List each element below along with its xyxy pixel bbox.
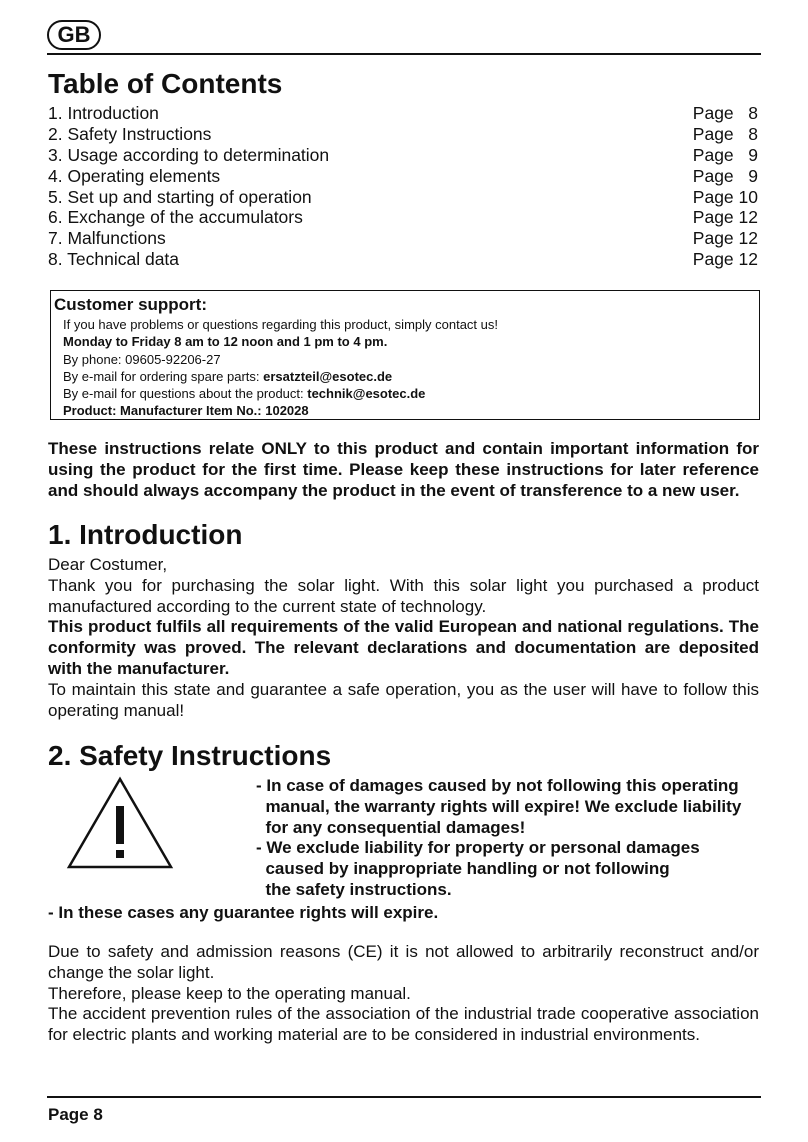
greeting: Dear Costumer, — [48, 555, 168, 574]
toc-entry-page: Page 12 — [692, 249, 758, 270]
section-2-title: 2. Safety Instructions — [48, 740, 332, 771]
toc-entry-page: Page 9 — [692, 165, 758, 186]
table-of-contents — [48, 103, 758, 270]
safety-paragraph-2: Therefore, please keep to the operating manual. — [48, 983, 411, 1003]
parts-email-link[interactable]: ersatzteil@esotec.de — [263, 368, 393, 384]
warning-triangle-icon — [66, 776, 174, 870]
intro-paragraph-3: To maintain this state and guarantee a safe operation, you as the user will have to follow this operating manual! — [48, 679, 759, 720]
toc-entry-label: 4. Operating elements — [48, 165, 221, 186]
warning-line: for any consequential damages! — [256, 817, 526, 837]
safety-paragraph-1: Due to safety and admission reasons (CE) it is not allowed to arbitrarily reconstruct and/or change the solar light. — [48, 942, 759, 982]
toc-entry[interactable] — [48, 207, 758, 228]
toc-entry[interactable] — [48, 249, 758, 270]
toc-entry-page: Page 10 — [692, 186, 758, 207]
support-title: Customer support: — [54, 295, 207, 314]
support-intro: If you have problems or questions regarding this product, simply contact us! — [63, 317, 498, 332]
toc-entry-page: Page 9 — [692, 144, 758, 165]
warning-line: caused by inappropriate handling or not following — [256, 859, 670, 879]
warning-line: the safety instructions. — [256, 879, 452, 899]
parts-email-label: By e-mail for ordering spare parts: — [63, 368, 264, 384]
page-number: Page 8 — [48, 1105, 103, 1124]
safety-warnings — [256, 776, 766, 901]
support-questions-email-line — [63, 385, 498, 402]
toc-entry-page: Page 8 — [692, 103, 758, 123]
toc-entry-page: Page 12 — [692, 228, 758, 249]
support-hours: Monday to Friday 8 am to 12 noon and 1 pm to 4 pm. — [63, 334, 388, 350]
instructions-note: These instructions relate ONLY to this product and contain important information for using the product for the first time. Please keep these instructions for later reference and should always accompany the product in the event of transference to a new user. — [48, 439, 759, 500]
toc-entry[interactable] — [48, 103, 758, 124]
intro-paragraph-2: This product fulfils all requirements of the valid European and national regulations. The conformity was proved. The relevant declarations and documentation are deposited with the manufacturer. — [48, 617, 759, 678]
toc-title: Table of Contents — [48, 68, 283, 99]
toc-entry-page: Page 12 — [692, 207, 758, 228]
toc-entry-label: 6. Exchange of the accumulators — [48, 207, 303, 228]
toc-entry[interactable] — [48, 124, 758, 145]
safety-paragraph-3: The accident prevention rules of the association of the industrial trade cooperative association for electric plants and working material are to be considered in industrial environments. — [48, 1004, 759, 1045]
toc-entry[interactable] — [48, 166, 758, 187]
toc-entry-label: 1. Introduction — [48, 103, 159, 123]
bottom-divider — [47, 1096, 761, 1098]
support-details — [63, 316, 498, 420]
questions-email-label: By e-mail for questions about the product: — [63, 386, 308, 402]
toc-entry[interactable] — [48, 228, 758, 249]
support-item-number: Product: Manufacturer Item No.: 102028 — [63, 403, 309, 419]
support-parts-email-line — [63, 368, 498, 385]
top-divider — [47, 53, 761, 55]
warning-line: - We exclude liability for property or personal damages — [256, 838, 700, 858]
questions-email-link[interactable]: technik@esotec.de — [307, 386, 426, 402]
language-badge: GB — [47, 20, 101, 50]
toc-entry-page: Page 8 — [692, 123, 758, 144]
section-2-body — [48, 942, 759, 1046]
toc-entry-label: 7. Malfunctions — [48, 228, 166, 249]
guarantee-note: - In these cases any guarantee rights will expire. — [48, 903, 439, 922]
support-phone: By phone: 09605-92206-27 — [63, 351, 221, 367]
toc-entry-label: 3. Usage according to determination — [48, 144, 330, 165]
toc-entry[interactable] — [48, 187, 758, 208]
toc-entry[interactable] — [48, 145, 758, 166]
toc-entry-label: 8. Technical data — [48, 249, 180, 270]
warning-line: manual, the warranty rights will expire! We exclude liability — [256, 796, 742, 816]
intro-paragraph-1: Thank you for purchasing the solar light. With this solar light you purchased a product manufactured according to the current state of technology. — [48, 575, 759, 616]
section-1-title: 1. Introduction — [48, 519, 243, 550]
warning-line: - In case of damages caused by not following this operating — [256, 776, 739, 795]
toc-entry-label: 2. Safety Instructions — [48, 123, 212, 144]
section-1-body — [48, 555, 759, 721]
toc-entry-label: 5. Set up and starting of operation — [48, 186, 312, 207]
